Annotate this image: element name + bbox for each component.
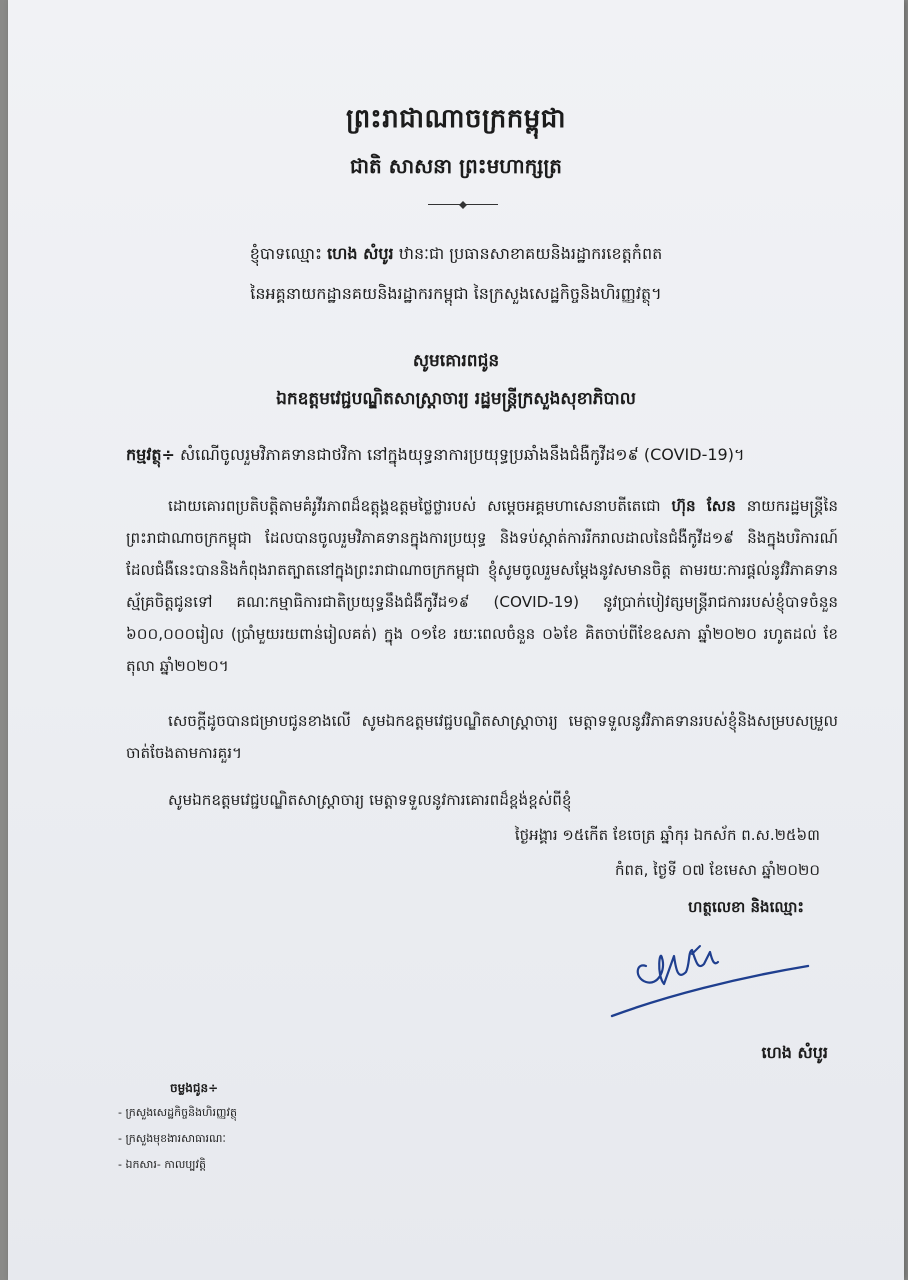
- handwritten-signature: [606, 934, 816, 1024]
- ornament-divider: [428, 204, 498, 206]
- cc-item: - ក្រសួងមុខងារសាធារណៈ: [118, 1132, 226, 1145]
- place-and-date: កំពត, ថ្ងៃទី ០៧ ខែមេសា ឆ្នាំ២០២០: [615, 861, 820, 879]
- body-paragraph-3: សូមឯកឧត្តមវេជ្ជបណ្ឌិតសាស្ត្រាចារ្យ មេត្តាទទួលនូវការគោរពដ៏ខ្ពង់ខ្ពស់ពីខ្ញុំ: [168, 791, 572, 809]
- intro-line-1: [8, 236, 904, 272]
- paragraph-1-start: ដោយគោរពប្រតិបត្តិតាមគំរូវីរភាពដ៏ឧត្តុង្គឧត្តមថ្លៃថ្លារបស់ សម្ដេចអគ្គមហាសេនាបតីតេជោ: [168, 497, 661, 515]
- cc-item: - ក្រសួងសេដ្ឋកិច្ចនិងហិរញ្ញវត្ថុ: [118, 1106, 237, 1119]
- signature-label: ហត្ថលេខា និងឈ្មោះ: [688, 898, 804, 916]
- intro-line-2: នៃអគ្គនាយកដ្ឋានគយនិងរដ្ឋាករកម្ពុជា នៃក្រសួងសេដ្ឋកិច្ចនិងហិរញ្ញវត្ថុ។: [250, 284, 662, 303]
- prime-minister-name: ហ៊ុន សែន: [671, 497, 736, 515]
- letter-page: [8, 0, 904, 1280]
- paragraph-1-rest: នាយករដ្ឋមន្ត្រីនៃព្រះរាជាណាចក្រកម្ពុជា ដែលបានចូលរួមវិភាគទានក្នុងការប្រយុទ្ធ និងទប់ស្កាត់ការរីករាលដាលនៃជំងឺកូវីដ១៩ និងក្នុងបរិការណ៍ដែលជំងឺនេះបាននិងកំពុងរាតត្បាតនៅក្នុងព្រះរាជាណាចក្រកម្ពុជា ខ្ញុំសូមចូលរួមសម្ដែងនូវសមានចិត្ត តាមរយៈការផ្ដល់នូវវិភាគទានស្ម័គ្រចិត្តជូនទៅ គណៈកម្មាធិការជាតិប្រយុទ្ធនឹងជំងឺកូវីដ១៩ (COVID-19) នូវប្រាក់បៀវត្សមន្ត្រីរាជការរបស់ខ្ញុំបាទចំនួន ៦០០,០០០រៀល (ប្រាំមួយរយពាន់រៀលគត់) ក្នុង ០១ខែ រយៈពេលចំនួន ០៦ខែ គិតចាប់ពីខែឧសភា ឆ្នាំ២០២០ រហូតដល់ ខែតុលា ឆ្នាំ២០២០។: [126, 497, 839, 675]
- intro-prefix: ខ្ញុំបាទឈ្មោះ: [249, 244, 322, 263]
- national-motto: ជាតិ សាសនា ព្រះមហាក្សត្រ: [350, 154, 562, 178]
- body-paragraph-2: សេចក្ដីដូចបានជម្រាបជូនខាងលើ សូមឯកឧត្តមវេជ្ជបណ្ឌិតសាស្ត្រាចារ្យ មេត្តាទទួលនូវវិភាគទានរបស់ខ្ញុំនិងសម្របសម្រួលចាត់ចែងតាមការគួរ។: [126, 712, 838, 762]
- subject-label: កម្មវត្ថុ÷: [126, 445, 175, 464]
- body-paragraph-1: [126, 490, 838, 682]
- sender-position: ឋានៈជា ប្រធានសាខាគយនិងរដ្ឋាករខេត្តកំពត: [398, 244, 663, 263]
- subject-line: [126, 444, 745, 468]
- cc-item: - ឯកសារ- កាលប្បវត្តិ: [118, 1158, 207, 1171]
- recipient-title: ឯកឧត្តមវេជ្ជបណ្ឌិតសាស្ត្រាចារ្យ រដ្ឋមន្ត្រីក្រសួងសុខាភិបាល: [276, 389, 636, 409]
- kingdom-heading: ព្រះរាជាណាចក្រកម្ពុជា: [346, 104, 566, 134]
- subject-text: សំណើចូលរួមវិភាគទានជាថវិកា នៅក្នុងយុទ្ធនាការប្រយុទ្ធប្រឆាំងនឹងជំងឺកូវីដ១៩ (COVID-19)។: [174, 445, 745, 464]
- lunar-date: ថ្ងៃអង្គារ ១៥កើត ខែចេត្រ ឆ្នាំកុរ ឯកស័ក ព.ស.២៥៦៣: [514, 826, 820, 844]
- cc-title: ចម្លងជូន÷: [170, 1081, 219, 1095]
- sender-name: ហេង សំបូរ: [327, 244, 394, 263]
- salutation: សូមគោរពជូន: [412, 351, 500, 371]
- signer-name: ហេង សំបូរ: [761, 1043, 828, 1062]
